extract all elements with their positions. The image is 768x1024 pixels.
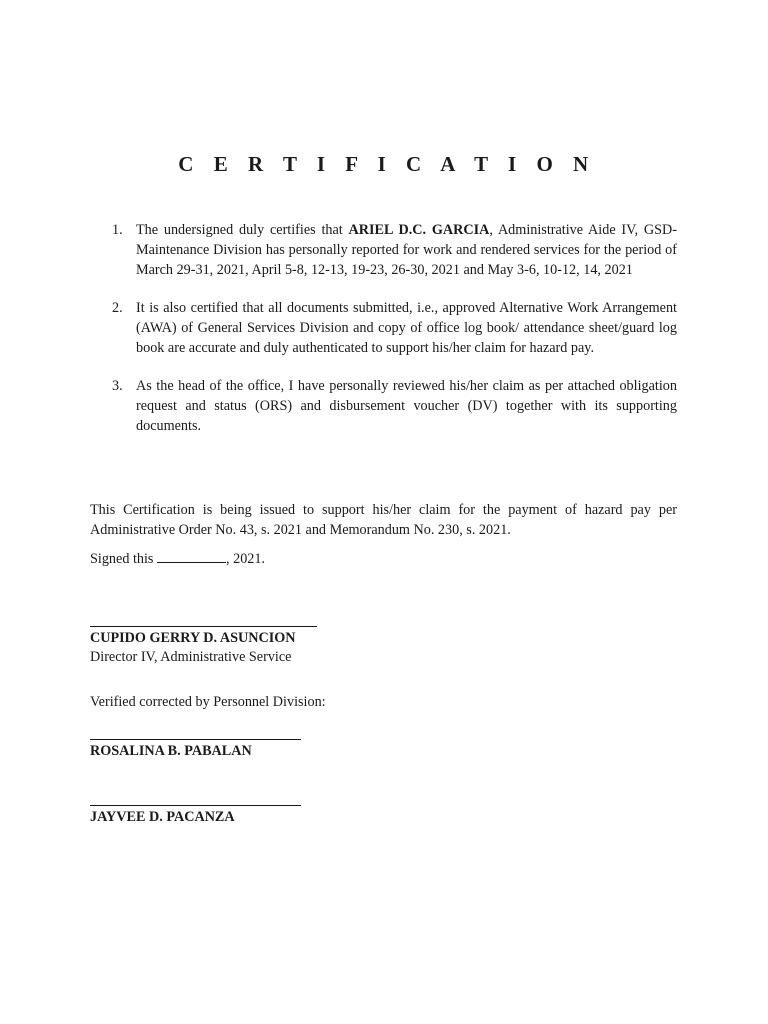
signed-prefix: Signed this <box>90 551 158 567</box>
employee-name: ARIEL D.C. GARCIA <box>348 222 490 238</box>
list-item <box>90 220 677 280</box>
item-text: It is also certified that all documents submitted, i.e., approved Alternative Work Arrangement (AWA) of General Services Division and copy of office log book/ attendance sheet/guard log book are accurate and duly authenticated to support his/her claim for hazard pay. <box>136 300 677 356</box>
date-blank <box>157 549 226 563</box>
list-item <box>90 376 677 436</box>
signed-line <box>90 549 677 569</box>
signatory-title: Director IV, Administrative Service <box>90 649 292 665</box>
item-text <box>136 222 677 278</box>
signature-line <box>90 805 301 806</box>
issued-paragraph: This Certification is being issued to support his/her claim for the payment of hazard pay per Administrative Order No. 43, s. 2021 and Memorandum No. 230, s. 2021. <box>90 502 677 538</box>
list-item <box>90 298 677 358</box>
item-number: 2. <box>112 300 123 316</box>
item-number: 3. <box>112 378 123 394</box>
item-text: As the head of the office, I have personally reviewed his/her claim as per attached obligation request and status (ORS) and disbursement voucher (DV) together with its supporting documents. <box>136 378 677 434</box>
signatory-name: JAYVEE D. PACANZA <box>90 809 235 825</box>
item-number: 1. <box>112 222 123 238</box>
document-title: C E R T I F I C A T I O N <box>178 152 596 176</box>
signatory-name: ROSALINA B. PABALAN <box>90 743 252 759</box>
signatory-name: CUPIDO GERRY D. ASUNCION <box>90 630 296 646</box>
signed-suffix: , 2021. <box>226 551 266 567</box>
signature-line <box>90 626 317 627</box>
certification-list <box>90 220 677 454</box>
signature-line <box>90 739 301 740</box>
item-text-rest: , Administrative Aide IV, GSD-Maintenance Division has personally reported for work and rendered services for the period of March 29-31, 2021, April 5-8, 12-13, 19-23, 26-30, 2021 and May 3-6, 10-12, 14, 2021 <box>136 222 678 278</box>
item-text-intro: The undersigned duly certifies that <box>136 222 349 238</box>
verified-label: Verified corrected by Personnel Division: <box>90 694 326 710</box>
